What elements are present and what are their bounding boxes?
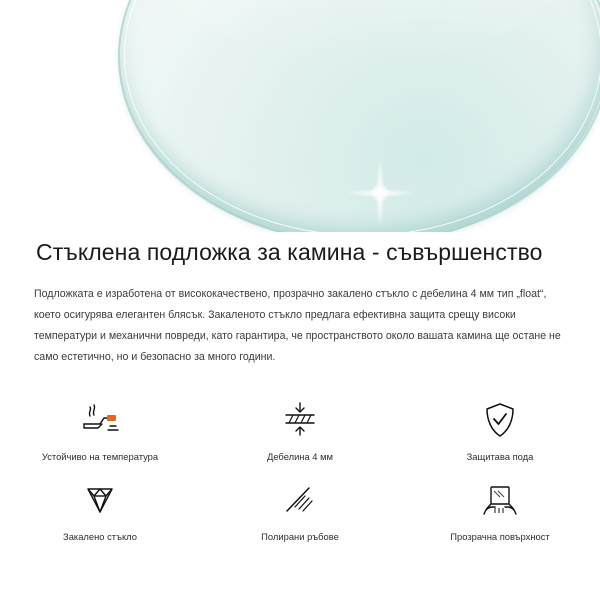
polished-edges-icon (277, 478, 323, 522)
glass-disc-shape (118, 0, 600, 232)
feature-label: Полирани ръбове (261, 531, 339, 542)
shield-check-icon (477, 398, 523, 442)
feature-item (200, 398, 400, 474)
feature-item (400, 478, 600, 554)
feature-item (400, 398, 600, 474)
body-text: Подложката е изработена от висококачествено, прозрачно закалено стъкло с дебелина 4 мм тип „float“, което осигурява елегантен блясък. Закаленото стъкло предлага ефективна защита срещу високи температури и механични повреди, като гарантира, че пространството около вашата камина ще остане не само естетично, но и безопасно за много години. (34, 288, 561, 363)
feature-grid (0, 398, 600, 554)
heat-resistant-icon (77, 398, 123, 442)
hero-image (0, 0, 600, 232)
feature-item (200, 478, 400, 554)
diamond-icon (77, 478, 123, 522)
feature-label: Устойчиво на температура (41, 451, 159, 462)
feature-label: Прозрачна повърхност (450, 531, 550, 542)
feature-label: Защитава пода (466, 451, 534, 462)
transparent-surface-icon (477, 478, 523, 522)
feature-item (0, 398, 200, 474)
thickness-4mm-icon (277, 398, 323, 442)
feature-label: Дебелина 4 мм (266, 451, 334, 462)
content-block (0, 232, 600, 368)
page-title: Стъклена подложка за камина - съвършенство (36, 239, 543, 265)
feature-item (0, 478, 200, 554)
feature-label: Закалено стъкло (63, 531, 137, 542)
